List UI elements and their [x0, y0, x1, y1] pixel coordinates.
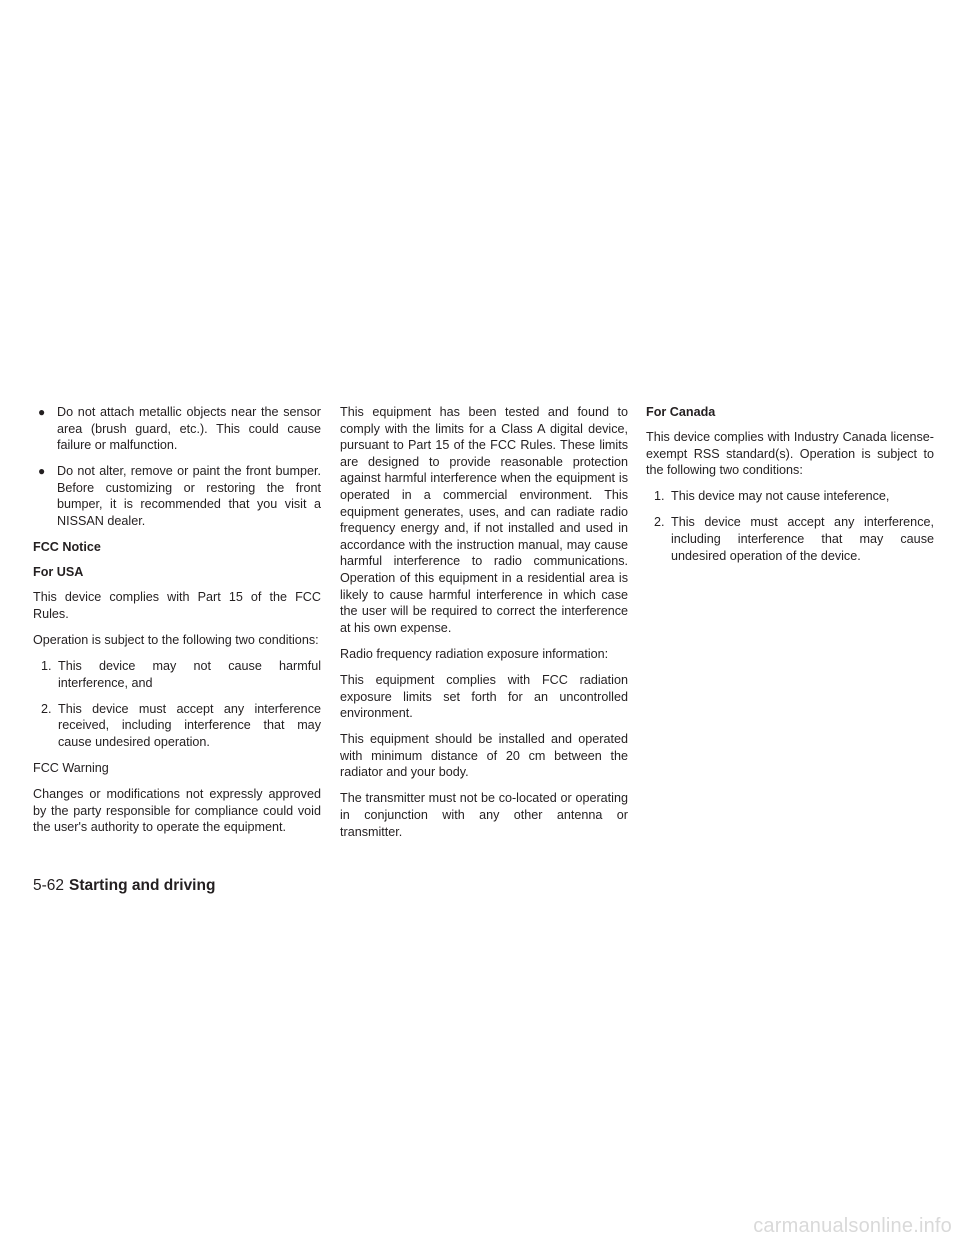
- bullet-icon: ●: [38, 464, 46, 479]
- watermark: carmanualsonline.info: [753, 1215, 952, 1237]
- item-number: 2.: [41, 701, 52, 716]
- bullet-text: Do not attach metallic objects near the sensor area (brush guard, etc.). This could cause failure or malfunction.: [57, 405, 321, 453]
- item-text: This device must accept any interference, including interference that may cause undesired operation of the device.: [671, 515, 934, 563]
- section-title: Starting and driving: [69, 877, 216, 894]
- paragraph: The transmitter must not be co-located or operating in conjunction with any other antenna or transmitter.: [340, 791, 628, 839]
- item-text: This device must accept any interference received, including interference that may cause undesired operation.: [58, 701, 321, 749]
- paragraph: This device complies with Part 15 of the FCC Rules.: [33, 590, 321, 621]
- paragraph: Radio frequency radiation exposure information:: [340, 646, 609, 661]
- column-middle: [340, 404, 628, 850]
- paragraph: This device complies with Industry Canada license-exempt RSS standard(s). Operation is subject to the following two conditions:: [646, 430, 934, 478]
- for-usa-heading: For USA: [33, 565, 84, 580]
- bullet-icon: ●: [38, 405, 46, 419]
- column-left: [33, 404, 321, 845]
- fcc-notice-heading: FCC Notice: [33, 540, 101, 555]
- paragraph: Operation is subject to the following two conditions:: [33, 633, 319, 648]
- page-footer: [33, 876, 215, 896]
- numbered-item: [646, 514, 934, 564]
- page-number: 5-62: [33, 877, 65, 894]
- item-number: 2.: [654, 515, 665, 530]
- paragraph: This equipment has been tested and found to comply with the limits for a Class A digital device, pursuant to Part 15 of the FCC Rules. These limits are designed to provide reasonable protection against harmful interference when the equipment is operated in a commercial environment. This equipment generates, uses, and can radiate radio frequency energy and, if not installed and used in accordance with the instruction manual, may cause harmful interference to radio communications. Operation of this equipment in a residential area is likely to cause harmful interference in which case the user will be required to correct the interference at his own expense.: [340, 405, 628, 635]
- paragraph: This equipment should be installed and operated with minimum distance of 20 cm between the radiator and your body.: [340, 732, 628, 780]
- bullet-text: Do not alter, remove or paint the front bumper. Before customizing or restoring the front bumper, it is recommended that you visit a NISSAN dealer.: [57, 464, 321, 529]
- item-number: 1.: [654, 489, 665, 504]
- item-text: This device may not cause harmful interference, and: [58, 659, 321, 690]
- paragraph: Changes or modifications not expressly approved by the party responsible for compliance could void the user's authority to operate the equipment.: [33, 787, 321, 835]
- item-number: 1.: [41, 659, 52, 674]
- paragraph: This equipment complies with FCC radiation exposure limits set forth for an uncontrolled environment.: [340, 672, 628, 721]
- numbered-item: [33, 658, 321, 691]
- for-canada-heading: For Canada: [646, 405, 716, 419]
- fcc-warning-label: FCC Warning: [33, 761, 109, 776]
- column-right: [646, 404, 934, 574]
- bullet-item: [33, 463, 321, 529]
- numbered-item: [33, 701, 321, 751]
- item-text: This device may not cause inteference,: [671, 489, 890, 504]
- numbered-item: [646, 488, 934, 505]
- bullet-item: [33, 404, 321, 454]
